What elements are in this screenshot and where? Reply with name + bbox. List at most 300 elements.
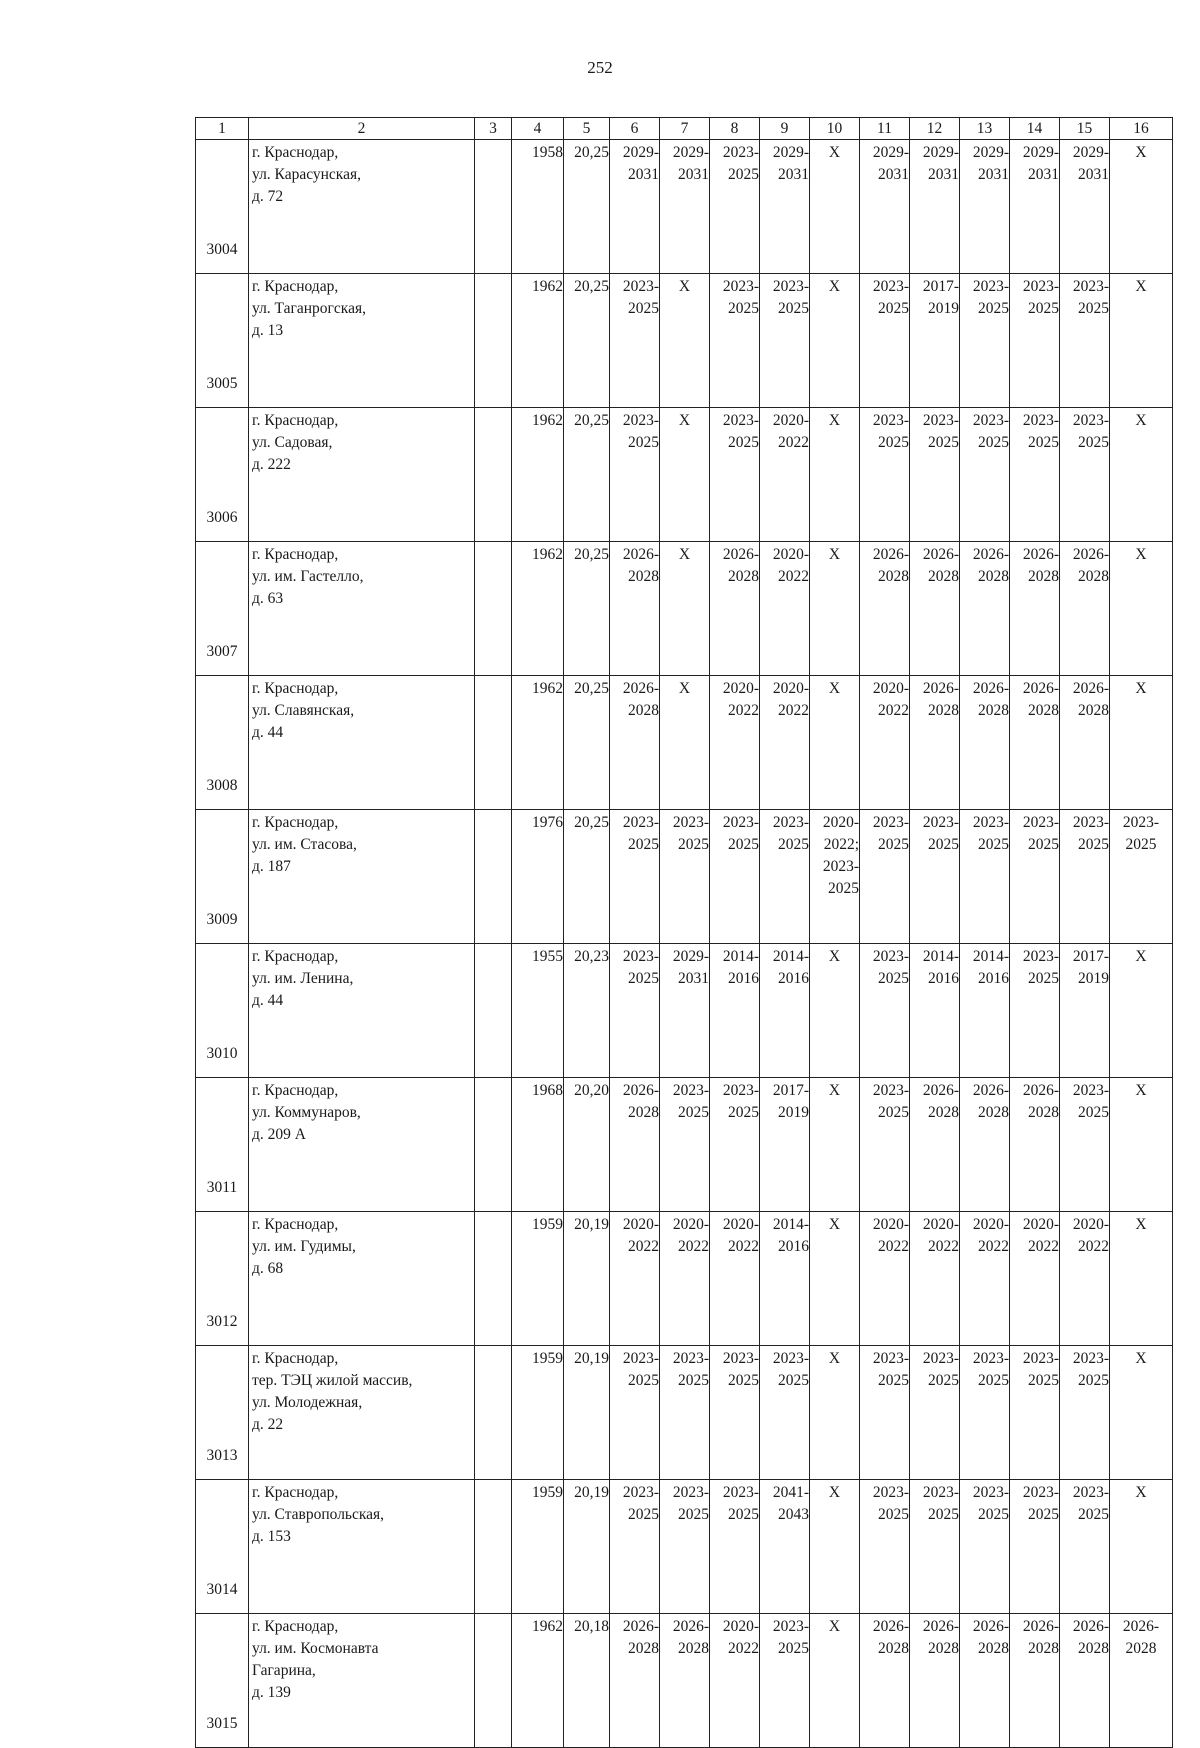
cell-text: 2023- <box>872 1350 909 1367</box>
cell-text: 2026- <box>972 680 1009 697</box>
column-header: 12 <box>910 118 960 140</box>
cell-text: 2026- <box>622 1618 659 1635</box>
empty-cell <box>475 542 512 676</box>
cell-text: 2023- <box>722 1484 759 1501</box>
cell-text: 2023- <box>672 814 709 831</box>
period-cell <box>710 1614 760 1748</box>
cell-text: 2025 <box>978 300 1009 317</box>
cell-text: 2028 <box>628 1640 659 1657</box>
period-cell <box>1060 1212 1110 1346</box>
row-number: 3006 <box>196 408 249 542</box>
period-cell <box>660 1614 710 1748</box>
cell-text: 2023- <box>722 144 759 161</box>
period-cell <box>610 676 660 810</box>
cell-text: Х <box>828 412 841 429</box>
cell-text: 2029- <box>922 144 959 161</box>
period-cell <box>1010 944 1060 1078</box>
cell-text: 2026- <box>972 1082 1009 1099</box>
cell-text: 2023- <box>772 814 809 831</box>
address-cell <box>249 1346 475 1480</box>
column-header: 15 <box>1060 118 1110 140</box>
period-cell <box>910 408 960 542</box>
empty-cell <box>475 274 512 408</box>
cell-text: 2028 <box>928 1640 959 1657</box>
cell-text: 2014- <box>772 948 809 965</box>
period-cell <box>910 810 960 944</box>
cell-text: 2025 <box>978 836 1009 853</box>
empty-cell <box>475 1346 512 1480</box>
period-cell <box>1060 1614 1110 1748</box>
year-cell: 1968 <box>512 1078 564 1212</box>
address-cell <box>249 542 475 676</box>
cell-text: 2028 <box>928 1104 959 1121</box>
period-cell <box>760 1078 810 1212</box>
cell-text: г. Краснодар, <box>252 1216 339 1233</box>
cell-text: 2031 <box>678 970 709 987</box>
year-cell: 1959 <box>512 1346 564 1480</box>
period-cell <box>760 274 810 408</box>
cell-text: 2029- <box>1022 144 1059 161</box>
cell-text: 2014- <box>772 1216 809 1233</box>
cell-text: 2016 <box>778 1238 809 1255</box>
address-cell <box>249 1078 475 1212</box>
period-cell <box>1010 1614 1060 1748</box>
cell-text: 2028 <box>1028 568 1059 585</box>
cell-text: 2019 <box>778 1104 809 1121</box>
period-cell <box>960 810 1010 944</box>
period-cell <box>610 1346 660 1480</box>
page-number: 252 <box>587 58 613 77</box>
cell-text: 2026- <box>922 680 959 697</box>
cell-text: 2043 <box>778 1506 809 1523</box>
cell-text: Х <box>678 546 691 563</box>
period-cell <box>710 542 760 676</box>
cell-text: 2028 <box>628 568 659 585</box>
cell-text: Х <box>828 144 841 161</box>
cell-text: 2025 <box>628 434 659 451</box>
period-cell <box>860 140 910 274</box>
cell-text: 2022; <box>823 836 859 853</box>
cell-text: 2025 <box>878 300 909 317</box>
cell-text: 2025 <box>778 1372 809 1389</box>
cell-text: 2022 <box>878 1238 909 1255</box>
period-cell <box>860 1078 910 1212</box>
cell-text: 2025 <box>1028 1506 1059 1523</box>
year-cell: 1955 <box>512 944 564 1078</box>
cell-text: 2031 <box>1028 166 1059 183</box>
cell-text: 2023- <box>622 278 659 295</box>
cell-text: Х <box>1135 680 1147 697</box>
period-cell <box>610 1212 660 1346</box>
cell-text: 2025 <box>778 836 809 853</box>
cell-text: 2023- <box>772 278 809 295</box>
cell-text: 2023- <box>872 412 909 429</box>
cell-text: 2020- <box>972 1216 1009 1233</box>
cell-text: 2023- <box>872 948 909 965</box>
period-cell <box>810 140 860 274</box>
cell-text: 2028 <box>628 702 659 719</box>
cell-text: 2028 <box>978 1640 1009 1657</box>
column-header: 13 <box>960 118 1010 140</box>
cell-text: 2016 <box>728 970 759 987</box>
cell-text: Х <box>828 948 841 965</box>
cell-text: ул. им. Ленина, <box>252 970 354 987</box>
period-cell <box>660 140 710 274</box>
period-cell <box>860 408 910 542</box>
period-cell <box>910 1212 960 1346</box>
cell-text: 2020- <box>722 1216 759 1233</box>
cell-text: 2017- <box>922 278 959 295</box>
cell-text: 2014- <box>922 948 959 965</box>
cell-text: 2028 <box>978 1104 1009 1121</box>
period-cell <box>760 944 810 1078</box>
cell-text: ул. им. Гастелло, <box>252 568 364 585</box>
period-cell <box>610 408 660 542</box>
cell-text: д. 68 <box>252 1260 284 1277</box>
cell-text: 2026- <box>1022 1082 1059 1099</box>
period-cell <box>1010 408 1060 542</box>
cell-text: д. 222 <box>252 456 291 473</box>
cell-text: 2023- <box>622 948 659 965</box>
year-cell: 1962 <box>512 1614 564 1748</box>
cell-text: 2023- <box>722 278 759 295</box>
cell-text: 2023- <box>1072 1350 1109 1367</box>
period-cell <box>710 408 760 542</box>
cell-text: 2023- <box>772 1350 809 1367</box>
cell-text: 2025 <box>1078 1372 1109 1389</box>
period-cell <box>610 1078 660 1212</box>
cell-text: 2028 <box>1028 1104 1059 1121</box>
column-header: 16 <box>1110 118 1173 140</box>
period-cell <box>660 1078 710 1212</box>
year-cell: 1959 <box>512 1212 564 1346</box>
period-cell <box>1010 1078 1060 1212</box>
period-cell <box>960 542 1010 676</box>
column-header: 11 <box>860 118 910 140</box>
cell-text: 2023- <box>972 1350 1009 1367</box>
table-row <box>196 542 1173 676</box>
cell-text: 2025 <box>1078 434 1109 451</box>
cell-text: 2020- <box>722 1618 759 1635</box>
cell-text: 2028 <box>978 568 1009 585</box>
cell-text: 2025 <box>878 836 909 853</box>
period-cell <box>860 944 910 1078</box>
cell-text: Х <box>1135 1216 1147 1233</box>
period-cell <box>1060 140 1110 274</box>
cell-text: ул. Славянская, <box>252 702 355 719</box>
cell-text: 2026- <box>622 680 659 697</box>
row-number: 3005 <box>196 274 249 408</box>
period-cell <box>860 1480 910 1614</box>
period-cell <box>1060 542 1110 676</box>
period-cell <box>960 1614 1010 1748</box>
period-cell <box>960 1346 1010 1480</box>
cell-text: Х <box>1135 144 1147 161</box>
cell-text: д. 209 А <box>252 1126 306 1143</box>
cell-text: 2022 <box>728 702 759 719</box>
cell-text: 2041- <box>772 1484 809 1501</box>
cell-text: Х <box>1135 412 1147 429</box>
empty-cell <box>475 1078 512 1212</box>
cell-text: 2028 <box>678 1640 709 1657</box>
cell-text: 2023- <box>922 412 959 429</box>
cell-text: 2028 <box>728 568 759 585</box>
cell-text: г. Краснодар, <box>252 1082 339 1099</box>
period-cell <box>1060 1480 1110 1614</box>
period-cell <box>1060 408 1110 542</box>
cell-text: 2022 <box>928 1238 959 1255</box>
row-number: 3009 <box>196 810 249 944</box>
period-cell <box>860 1346 910 1480</box>
cell-text: 2026- <box>1122 1618 1160 1635</box>
period-cell <box>610 1614 660 1748</box>
cell-text: 2031 <box>778 166 809 183</box>
cell-text: 2028 <box>1125 1640 1157 1657</box>
cell-text: ул. им. Гудимы, <box>252 1238 356 1255</box>
cell-text: 2028 <box>978 702 1009 719</box>
cell-text: 2016 <box>928 970 959 987</box>
cell-text: 2023- <box>972 278 1009 295</box>
cell-text: д. 22 <box>252 1416 284 1433</box>
period-cell <box>960 1212 1010 1346</box>
period-cell <box>1110 810 1173 944</box>
cell-text: д. 13 <box>252 322 284 339</box>
period-cell <box>710 944 760 1078</box>
period-cell <box>1010 542 1060 676</box>
period-cell <box>910 944 960 1078</box>
period-cell <box>1060 676 1110 810</box>
cell-text: 2026- <box>922 1082 959 1099</box>
period-cell <box>760 140 810 274</box>
value-cell: 20,18 <box>564 1614 610 1748</box>
empty-cell <box>475 1614 512 1748</box>
period-cell <box>910 140 960 274</box>
cell-text: 2025 <box>628 836 659 853</box>
row-number: 3008 <box>196 676 249 810</box>
cell-text: ул. Садовая, <box>252 434 333 451</box>
cell-text: д. 63 <box>252 590 284 607</box>
cell-text: г. Краснодар, <box>252 278 339 295</box>
period-cell <box>1110 408 1173 542</box>
cell-text: 2020- <box>872 680 909 697</box>
cell-text: г. Краснодар, <box>252 546 339 563</box>
cell-text: ул. Ставропольская, <box>252 1506 385 1523</box>
cell-text: 2025 <box>728 300 759 317</box>
table-row <box>196 140 1173 274</box>
cell-text: Х <box>1135 1484 1147 1501</box>
cell-text: 2025 <box>628 300 659 317</box>
period-cell <box>960 1078 1010 1212</box>
row-number: 3007 <box>196 542 249 676</box>
cell-text: 2022 <box>678 1238 709 1255</box>
period-cell <box>810 944 860 1078</box>
cell-text: 2029- <box>672 948 709 965</box>
row-number: 3004 <box>196 140 249 274</box>
cell-text: г. Краснодар, <box>252 1618 339 1635</box>
cell-text: 2025 <box>1125 836 1157 853</box>
cell-text: 2023- <box>672 1082 709 1099</box>
period-cell <box>1010 810 1060 944</box>
address-cell <box>249 944 475 1078</box>
empty-cell <box>475 1212 512 1346</box>
table-row <box>196 1346 1173 1480</box>
empty-cell <box>475 408 512 542</box>
address-cell <box>249 408 475 542</box>
cell-text: 2022 <box>628 1238 659 1255</box>
period-cell <box>960 274 1010 408</box>
period-cell <box>1010 1212 1060 1346</box>
cell-text: 2014- <box>972 948 1009 965</box>
cell-text: 2025 <box>728 1104 759 1121</box>
address-cell <box>249 1614 475 1748</box>
row-number: 3015 <box>196 1614 249 1748</box>
period-cell <box>1110 1346 1173 1480</box>
period-cell <box>760 1480 810 1614</box>
empty-cell <box>475 1480 512 1614</box>
period-cell <box>1060 810 1110 944</box>
cell-text: 2022 <box>728 1640 759 1657</box>
cell-text: 2026- <box>622 546 659 563</box>
cell-text: 2022 <box>778 434 809 451</box>
cell-text: 2025 <box>778 1640 809 1657</box>
cell-text: 2031 <box>878 166 909 183</box>
period-cell <box>810 1346 860 1480</box>
cell-text: 2026- <box>1022 680 1059 697</box>
cell-text: 2023- <box>972 814 1009 831</box>
cell-text: 2023- <box>922 814 959 831</box>
cell-text: 2023- <box>1022 948 1059 965</box>
cell-text: ул. Коммунаров, <box>252 1104 361 1121</box>
cell-text: 2023- <box>972 1484 1009 1501</box>
year-cell: 1962 <box>512 274 564 408</box>
cell-text: 2020- <box>772 680 809 697</box>
cell-text: 2020- <box>772 546 809 563</box>
row-number: 3013 <box>196 1346 249 1480</box>
cell-text: 2029- <box>972 144 1009 161</box>
cell-text: Х <box>1135 278 1147 295</box>
cell-text: 2025 <box>878 1372 909 1389</box>
cell-text: 2031 <box>978 166 1009 183</box>
cell-text: 2025 <box>678 1506 709 1523</box>
empty-cell <box>475 140 512 274</box>
address-cell <box>249 274 475 408</box>
cell-text: 2023- <box>672 1484 709 1501</box>
cell-text: 2025 <box>628 970 659 987</box>
cell-text: 2026- <box>1022 1618 1059 1635</box>
cell-text: 2023- <box>622 1484 659 1501</box>
period-cell <box>760 1212 810 1346</box>
period-cell <box>660 1480 710 1614</box>
cell-text: 2025 <box>678 1104 709 1121</box>
period-cell <box>960 676 1010 810</box>
cell-text: Х <box>828 1618 841 1635</box>
column-header: 6 <box>610 118 660 140</box>
cell-text: 2020- <box>872 1216 909 1233</box>
cell-text: 2029- <box>672 144 709 161</box>
cell-text: 2023- <box>672 1350 709 1367</box>
cell-text: 2025 <box>1078 1104 1109 1121</box>
address-cell <box>249 140 475 274</box>
value-cell: 20,25 <box>564 542 610 676</box>
cell-text: 2025 <box>628 1372 659 1389</box>
value-cell: 20,25 <box>564 140 610 274</box>
cell-text: 2023- <box>722 1082 759 1099</box>
cell-text: 2023- <box>922 1350 959 1367</box>
period-cell <box>910 1346 960 1480</box>
table-row <box>196 944 1173 1078</box>
cell-text: 2025 <box>1028 970 1059 987</box>
cell-text: 2025 <box>728 1372 759 1389</box>
cell-text: 2023- <box>872 1082 909 1099</box>
period-cell <box>1110 1614 1173 1748</box>
cell-text: Х <box>828 1350 841 1367</box>
cell-text: 2023- <box>1072 278 1109 295</box>
cell-text: ул. Молодежная, <box>252 1394 363 1411</box>
period-cell <box>1010 274 1060 408</box>
column-header: 10 <box>810 118 860 140</box>
cell-text: 2026- <box>872 1618 909 1635</box>
cell-text: 2019 <box>1078 970 1109 987</box>
value-cell: 20,19 <box>564 1346 610 1480</box>
period-cell <box>710 1212 760 1346</box>
period-cell <box>710 1480 760 1614</box>
column-header: 7 <box>660 118 710 140</box>
period-cell <box>710 274 760 408</box>
cell-text: 2025 <box>1028 1372 1059 1389</box>
period-cell <box>610 1480 660 1614</box>
cell-text: г. Краснодар, <box>252 1484 339 1501</box>
cell-text: 2022 <box>778 568 809 585</box>
cell-text: 2020- <box>722 680 759 697</box>
cell-text: Х <box>1135 1082 1147 1099</box>
cell-text: 2025 <box>1078 836 1109 853</box>
table-row <box>196 1480 1173 1614</box>
cell-text: 2016 <box>778 970 809 987</box>
column-header: 2 <box>249 118 475 140</box>
cell-text: 2025 <box>1028 836 1059 853</box>
cell-text: г. Краснодар, <box>252 412 339 429</box>
period-cell <box>1060 1346 1110 1480</box>
cell-text: 2023- <box>1072 1082 1109 1099</box>
header-row <box>196 118 1173 140</box>
period-cell <box>910 676 960 810</box>
cell-text: 2014- <box>722 948 759 965</box>
value-cell: 20,25 <box>564 810 610 944</box>
cell-text: 2020- <box>1022 1216 1059 1233</box>
period-cell <box>810 676 860 810</box>
period-cell <box>760 810 810 944</box>
period-cell <box>1110 542 1173 676</box>
cell-text: ул. им. Стасова, <box>252 836 357 853</box>
cell-text: Х <box>828 546 841 563</box>
empty-cell <box>475 676 512 810</box>
cell-text: 2020- <box>1072 1216 1109 1233</box>
period-cell <box>810 1078 860 1212</box>
cell-text: г. Краснодар, <box>252 948 339 965</box>
cell-text: 2025 <box>878 1104 909 1121</box>
cell-text: 2025 <box>878 1506 909 1523</box>
year-cell: 1958 <box>512 140 564 274</box>
period-cell <box>810 810 860 944</box>
address-cell <box>249 810 475 944</box>
period-cell <box>910 1480 960 1614</box>
period-cell <box>660 542 710 676</box>
cell-text: 2025 <box>728 434 759 451</box>
table-body <box>196 140 1173 1748</box>
cell-text: 2026- <box>1022 546 1059 563</box>
period-cell <box>860 810 910 944</box>
cell-text: 2023- <box>1022 814 1059 831</box>
